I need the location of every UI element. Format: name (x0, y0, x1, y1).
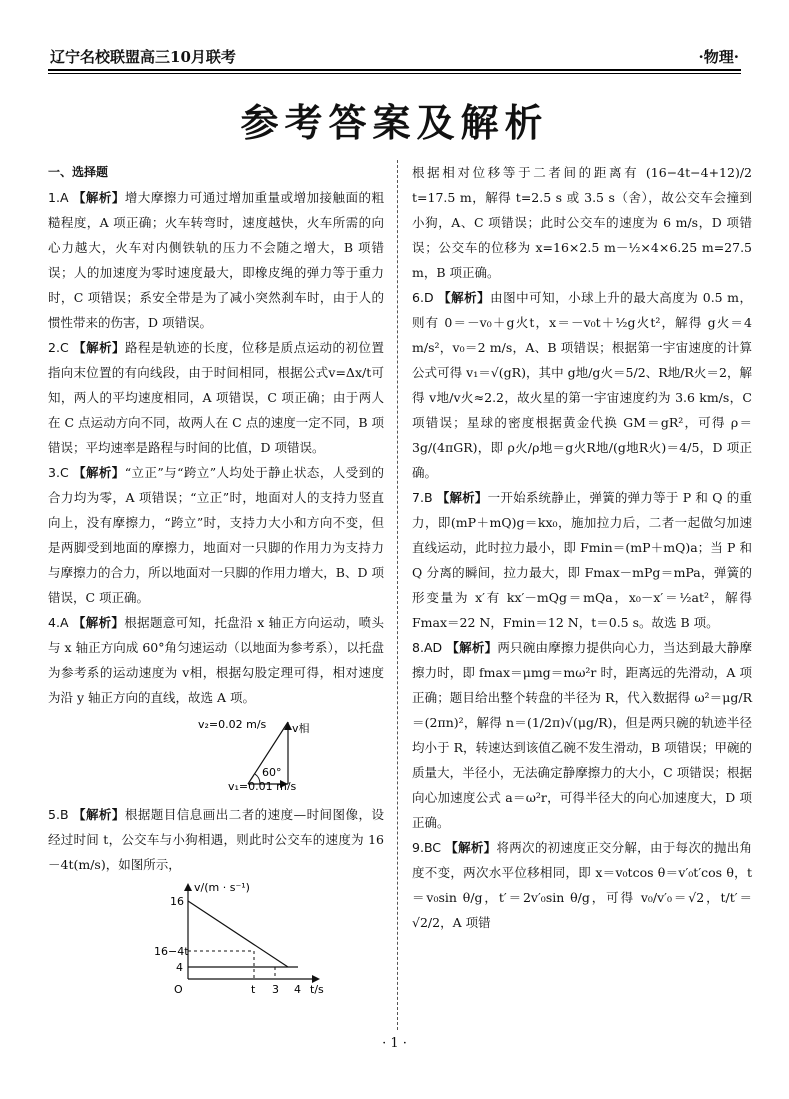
answer-item (48, 185, 384, 335)
analysis-tag: 【解析】 (446, 640, 498, 655)
x-axis-arrow (312, 975, 320, 983)
left-column (48, 160, 384, 1009)
origin-label: O (174, 983, 183, 996)
y-tick-16-4t: 16−4t (154, 945, 189, 958)
x-tick-3: 3 (272, 983, 279, 996)
answer-choice: B (59, 807, 69, 822)
page-number: · 1 · (382, 1036, 407, 1051)
header-exam-name: 辽宁名校联盟高三10月联考 (50, 48, 236, 66)
section-heading: 一、选择题 (48, 165, 109, 179)
answer-text: 路程是轨迹的长度，位移是质点运动的初位置指向末位置的有向线段，由于时间相同，根据公式v=Δx/t可知，两人的平均速度相同，A 项错误，C 项正确；由于两人在 C 点运动方向不同，故两人在 C 点的速度一定不同，B 项错误；平均速率是路程与时间的比值，D 项错误。 (48, 340, 384, 455)
header-rule-thin (48, 73, 741, 74)
analysis-tag: 【解析】 (72, 615, 125, 630)
y-axis-arrow (184, 883, 192, 891)
y-tick-16: 16 (170, 895, 184, 908)
v2-label: v₂=0.02 m/s (198, 718, 267, 731)
answer-text: 增大摩擦力可通过增加重量或增加接触面的粗糙程度，A 项正确；火车转弯时，速度越快，火车所需的向心力越大，火车对内侧铁轨的压力不会随之增大，B 项错误；人的加速度为零时速度最大，即橡皮绳的弹力等于重力时，C 项错误；系安全带是为了减小突然刹车时，由于人的惯性带来的伤害，D 项错误。 (48, 190, 384, 330)
x-tick-t: t (251, 983, 256, 996)
bus-velocity-line (188, 901, 288, 967)
x-tick-4: 4 (294, 983, 301, 996)
answer-choice: A (59, 615, 69, 630)
analysis-tag: 【解析】 (445, 840, 497, 855)
analysis-tag: 【解析】 (72, 190, 125, 205)
header-subject: ·物理· (698, 48, 739, 66)
x-axis-label: t/s (310, 983, 324, 996)
answer-choice: C (59, 340, 69, 355)
v1-label: v₁=0.01 m/s (228, 780, 297, 790)
analysis-tag: 【解析】 (73, 340, 126, 355)
answer-item (412, 485, 752, 635)
question-number: 4. (48, 615, 60, 630)
analysis-tag: 【解析】 (438, 290, 491, 305)
answer-choice: BC (423, 840, 442, 855)
answer-choice: A (59, 190, 69, 205)
analysis-tag: 【解析】 (73, 465, 125, 480)
answer-item (412, 285, 752, 485)
y-axis-label: v/(m · s⁻¹) (194, 881, 250, 894)
answer-item (412, 160, 752, 285)
question-number: 1. (48, 190, 60, 205)
answer-text: 根据相对位移等于二者间的距离有 (16−4t−4+12)/2 t=17.5 m，解得 t=2.5 s 或 3.5 s（舍），故公交车会撞到小狗，A、C 项错误；此时公交车的速度为 6 m/s，D 项错误；公交车的位移为 x=16×2.5 m－½×4×6.25 m=27.5 m，B 项正确。 (412, 165, 752, 280)
question-number: 5. (48, 807, 60, 822)
answer-choice: C (59, 465, 69, 480)
answer-choice: AD (423, 640, 443, 655)
answer-choice: B (423, 490, 433, 505)
answer-text: 由图中可知，小球上升的最大高度为 0.5 m，则有 0＝－v₀＋g火t，x＝－v₀t＋½g火t²，解得 g火＝4 m/s²，v₀＝2 m/s，A、B 项错误；根据第一宇宙速度的计算公式可得 v₁＝√(gR)，其中 g地/g火＝5/2、R地/R火＝2，解得 v地/v火≈2.2，故火星的第一宇宙速度约为 3.6 km/s，C 项错误；星球的密度根据黄金代换 GM＝gR²，可得 ρ＝3g/(4πGR)，即 ρ火/ρ地＝g火R地/(g地R火)＝4/5，D 项正确。 (412, 290, 752, 480)
question-number: 2. (48, 340, 60, 355)
velocity-triangle-figure (48, 712, 384, 790)
column-divider (397, 160, 398, 1030)
right-column (412, 160, 752, 935)
answer-item (48, 802, 384, 877)
page-header (48, 42, 741, 70)
question-number: 7. (412, 490, 424, 505)
vrel-label: v相 (292, 722, 310, 735)
question-number: 3. (48, 465, 60, 480)
answer-item (48, 335, 384, 460)
y-tick-4: 4 (176, 961, 183, 974)
angle-label: 60° (262, 766, 282, 779)
question-number: 9. (412, 840, 424, 855)
answer-text: 将两次的初速度正交分解，由于每次的抛出角度不变，两次水平位移相同，即 x＝v₀tcos θ＝v′₀t′cos θ，t＝v₀sin θ/g，t′＝2v′₀sin θ/g，可得 v₀/v′₀＝√2，t/t′＝√2/2，A 项错 (412, 840, 752, 930)
answer-text: 一开始系统静止，弹簧的弹力等于 P 和 Q 的重力，即(mP＋mQ)g＝kx₀，施加拉力后，二者一起做匀加速直线运动，此时拉力最小，即 Fmin＝(mP＋mQ)a；当 P 和 Q 分离的瞬间，拉力最大，即 Fmax－mPg＝mPa，弹簧的形变量为 x′有 kx′－mQg＝mQa，x₀－x′＝½at²，解得 Fmax＝22 N，Fmin＝12 N，t＝0.5 s。故选 B 项。 (412, 490, 752, 630)
answer-text: 根据题意可知，托盘沿 x 轴正方向运动，喷头与 x 轴正方向成 60°角匀速运动（以地面为参考系），以托盘为参考系的运动速度为 v相，根据勾股定理可得，相对速度为沿 y 轴正方向的直线，故选 A 项。 (48, 615, 384, 705)
answer-item (412, 835, 752, 935)
answer-text: 两只碗由摩擦力提供向心力，当达到最大静摩擦力时，即 fmax＝μmg＝mω²r 时，距离远的先滑动，A 项正确；题目给出整个转盘的半径为 R，代入数据得 ω²＝μg/R＝(2πn)²，解得 n＝(1/2π)√(μg/R)，但是两只碗的轨迹半径均小于 R，转速达到该值乙碗不发生滑动，B 项错误；甲碗的质量大，半径小，无法确定静摩擦力的大小，C 项错误；根据向心加速度公式 a＝ω²r，可得半径大的向心加速度大，D 项正确。 (412, 640, 752, 830)
document-title: 参考答案及解析 (240, 101, 549, 145)
answer-text: 根据题目信息画出二者的速度—时间图像，设经过时间 t，公交车与小狗相遇，则此时公交车的速度为 16－4t(m/s)，如图所示， (48, 807, 384, 872)
header-rule (48, 69, 741, 71)
analysis-tag: 【解析】 (436, 490, 488, 505)
answer-item (412, 635, 752, 835)
answer-text: “立正”与“跨立”人均处于静止状态，人受到的合力均为零，A 项错误；“立正”时，地面对人的支持力竖直向上，没有摩擦力，“跨立”时，支持力大小和方向不变，但是两脚受到地面的摩擦力，地面对一只脚的作用力为支持力与摩擦力的合力，所以地面对一只脚的作用力增大，B、D 项错误，C 项正确。 (48, 465, 384, 605)
answer-item (48, 610, 384, 710)
velocity-time-graph (48, 879, 384, 997)
question-number: 8. (412, 640, 424, 655)
answer-choice: D (423, 290, 434, 305)
question-number: 6. (412, 290, 424, 305)
analysis-tag: 【解析】 (72, 807, 125, 822)
answer-item (48, 460, 384, 610)
